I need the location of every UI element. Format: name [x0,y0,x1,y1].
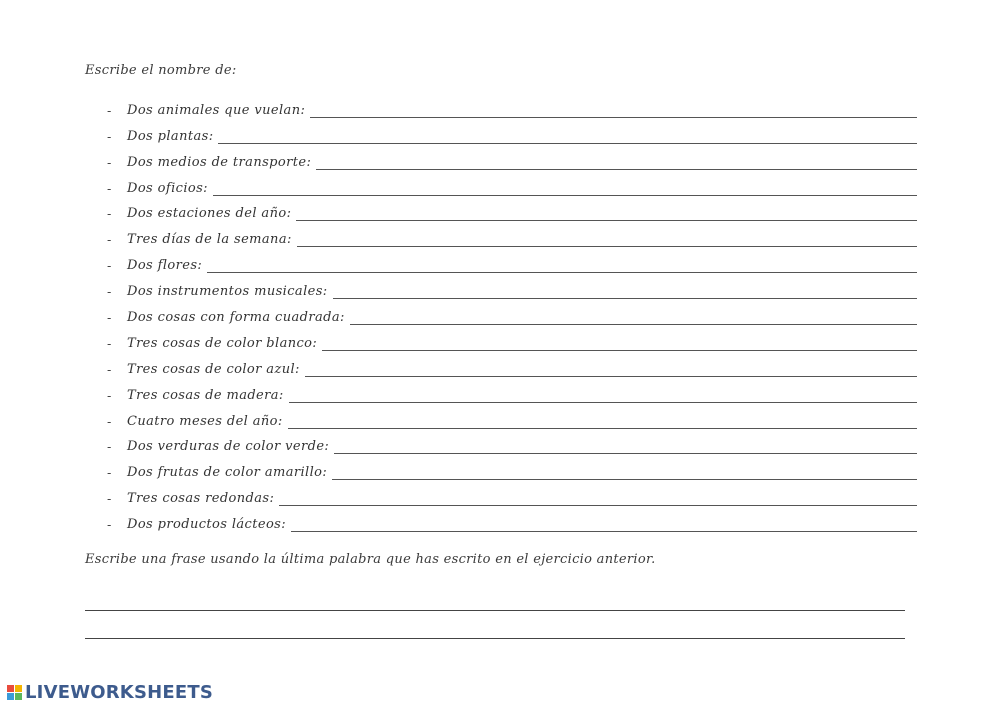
sentence-line-2[interactable] [85,624,905,639]
item-label: Tres cosas redondas: [127,491,275,507]
item-label: Dos verduras de color verde: [127,439,330,455]
answer-field[interactable] [305,364,917,377]
answer-field[interactable] [288,416,917,429]
list-item [107,459,917,485]
item-dash: - [107,285,112,300]
item-dash: - [107,233,112,248]
answer-list [107,97,917,537]
answer-field[interactable] [322,338,917,351]
item-label: Dos oficios: [127,180,208,196]
item-label: Tres cosas de color azul: [127,361,300,377]
list-item [107,175,917,201]
item-dash: - [107,492,112,507]
list-item [107,97,917,123]
item-dash: - [107,414,112,429]
item-dash: - [107,207,112,222]
item-dash: - [107,103,112,118]
item-dash: - [107,388,112,403]
answer-field[interactable] [291,519,917,532]
list-item [107,149,917,175]
list-item [107,382,917,408]
item-dash: - [107,466,112,481]
item-label: Dos medios de transporte: [127,154,312,170]
item-label: Cuatro meses del año: [127,413,283,429]
list-item [107,434,917,460]
answer-field[interactable] [213,183,917,196]
item-label: Tres cosas de color blanco: [127,335,318,351]
logo-text: LIVEWORKSHEETS [25,682,214,703]
item-dash: - [107,336,112,351]
item-dash: - [107,440,112,455]
item-dash: - [107,362,112,377]
item-label: Dos animales que vuelan: [127,102,306,118]
item-dash: - [107,129,112,144]
item-dash: - [107,311,112,326]
list-item [107,252,917,278]
item-label: Dos plantas: [127,128,214,144]
item-label: Dos frutas de color amarillo: [127,465,328,481]
answer-field[interactable] [316,157,917,170]
list-item [107,356,917,382]
item-label: Tres días de la semana: [127,232,292,248]
list-item [107,304,917,330]
item-dash: - [107,518,112,533]
answer-field[interactable] [332,467,917,480]
answer-field[interactable] [289,390,917,403]
sentence-instruction: Escribe una frase usando la última palabra que has escrito en el ejercicio anterior. [85,552,656,567]
list-item [107,226,917,252]
answer-field[interactable] [297,234,917,247]
item-label: Dos cosas con forma cuadrada: [127,310,345,326]
item-label: Dos productos lácteos: [127,517,287,533]
item-dash: - [107,259,112,274]
item-label: Dos estaciones del año: [127,206,292,222]
item-label: Dos flores: [127,258,203,274]
list-item [107,330,917,356]
answer-field[interactable] [350,312,917,325]
item-dash: - [107,181,112,196]
sentence-line-1[interactable] [85,596,905,611]
answer-field[interactable] [218,131,917,144]
answer-field[interactable] [310,105,917,118]
item-dash: - [107,155,112,170]
list-item [107,278,917,304]
answer-field[interactable] [334,441,917,454]
list-item [107,123,917,149]
list-item [107,485,917,511]
answer-field[interactable] [296,208,917,221]
answer-field[interactable] [207,260,917,273]
list-item [107,408,917,434]
instruction-heading: Escribe el nombre de: [85,63,237,78]
list-item [107,201,917,227]
answer-field[interactable] [279,493,917,506]
liveworksheets-logo [7,683,213,703]
answer-field[interactable] [333,286,917,299]
list-item [107,511,917,537]
logo-blocks-icon [7,685,23,701]
item-label: Tres cosas de madera: [127,387,284,403]
item-label: Dos instrumentos musicales: [127,284,328,300]
